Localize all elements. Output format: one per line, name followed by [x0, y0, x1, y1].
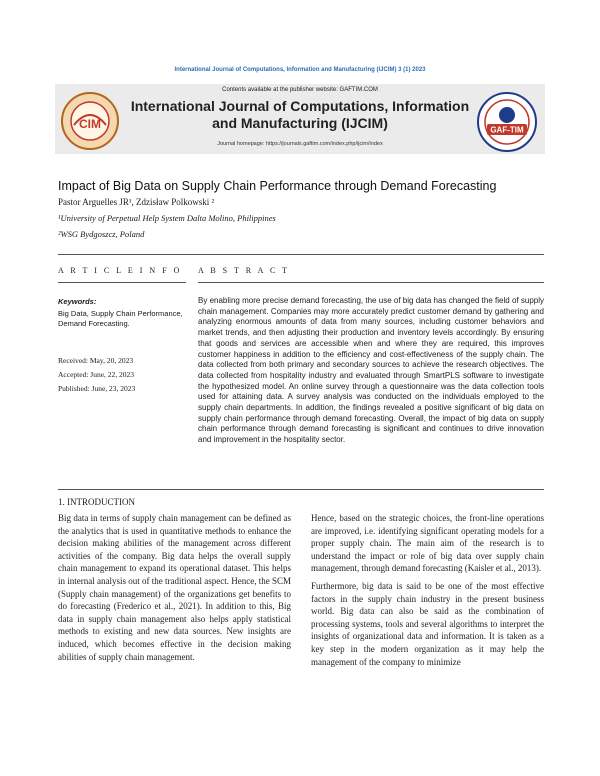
authors: Pastor Arguelles JR¹, Zdzisław Polkowski ²	[58, 197, 215, 207]
divider-top	[58, 254, 544, 255]
cim-logo	[60, 91, 120, 151]
section-heading-introduction: 1. INTRODUCTION	[58, 497, 135, 507]
article-info-heading: A R T I C L E I N F O	[58, 266, 182, 275]
divider-bottom	[58, 489, 544, 490]
abstract-heading: A B S T R A C T	[198, 266, 290, 275]
contents-line: Contents available at the publisher website: GAFTIM.COM	[222, 87, 378, 93]
abstract-text: By enabling more precise demand forecasting, the use of big data has changed the field of supply chain management. Companies may more accurately predict customer demand by gathering and analyzing enormous amounts of data from many sources, including customer behaviors and market trends, and then adjusting their production and inventory levels accordingly. By ensuring that goods and services are accessible when and where they are required, this improves customer happiness in addition to the efficiency and cost-effectiveness of the supply chain. The data collected from both primary and secondary sources to achieve the research objectives. The data collected from hospitality industry and evaluated through SmartPLS software to investigate the hypothesized model. An online survey through a questionnaire was the data collection tools used for attaining data. A survey analysis was conducted on the individuals employed to the supply chain departments. In addition, the findings revealed a positive significant of big data on supply chain performance through demand forecasting. Overall, the impact of big data on supply chain performance through demand forecasting is significant and continues to drive innovation and improvement in the hospitality sector.	[198, 296, 544, 445]
gaftim-logo	[476, 91, 536, 151]
affiliation-1: ¹University of Perpetual Help System Dalta Molino, Philippines	[58, 213, 276, 223]
affiliation-2: ²WSG Bydgoszcz, Poland	[58, 229, 145, 239]
paragraph: Hence, based on the strategic choices, the front-line operations are improved, i.e. identifying significant operating models for a proper supply chain. The main aim of the research is to understand the impact or role of big data over supply chain management, through demand forecasting (Kaisler et al., 2013).	[311, 513, 544, 574]
paragraph: Furthermore, big data is said to be one of the most effective factors in the supply chain industry in the present business world. Big data can also be said as the combination of processing systems, tools and several algorithms to interpret the insights of organizational data and information. It is taken as a key step in the modern organization as it may help the management of the company to minimize	[311, 580, 544, 667]
body-column-left	[58, 512, 291, 668]
published-date: Published: June, 23, 2023	[58, 384, 136, 393]
keywords: Big Data, Supply Chain Performance, Demand Forecasting.	[58, 309, 183, 328]
keywords-label: Keywords:	[58, 297, 97, 306]
divider-info	[58, 282, 186, 283]
journal-homepage: Journal homepage: https://journals.gaftim.com/index.php/ijcim/index	[217, 141, 383, 147]
journal-title: International Journal of Computations, Information and Manufacturing (IJCIM)	[130, 98, 470, 131]
svg-text:CIM: CIM	[79, 117, 101, 131]
article-title: Impact of Big Data on Supply Chain Performance through Demand Forecasting	[58, 179, 497, 193]
divider-abstract	[198, 282, 544, 283]
svg-text:GAF-TIM: GAF-TIM	[490, 125, 524, 135]
accepted-date: Accepted: June, 22, 2023	[58, 370, 135, 379]
running-header: International Journal of Computations, Information and Manufacturing (IJCIM) 3 (1) 2023	[174, 67, 426, 73]
paragraph: Big data in terms of supply chain management can be defined as the analytics that is used in quantitative methods to enhance the decision making abilities of the management across different activities of the company. Big data helps the overall supply chain management to expand its operational dataset. This helps in internal analysis out of the traditional aspect. Hence, the SCM (Supply chain management) of the organizations get benefits to do forecasting (Frederico et al., 2021). In addition to this, Big data in supply chain management also helps apply statistical methods to existing and new data sources. New insights are induced, which becomes effective in the decision making abilities of supply chain management.	[58, 513, 291, 662]
received-date: Received: May, 20, 2023	[58, 356, 134, 365]
body-column-right	[311, 512, 544, 673]
